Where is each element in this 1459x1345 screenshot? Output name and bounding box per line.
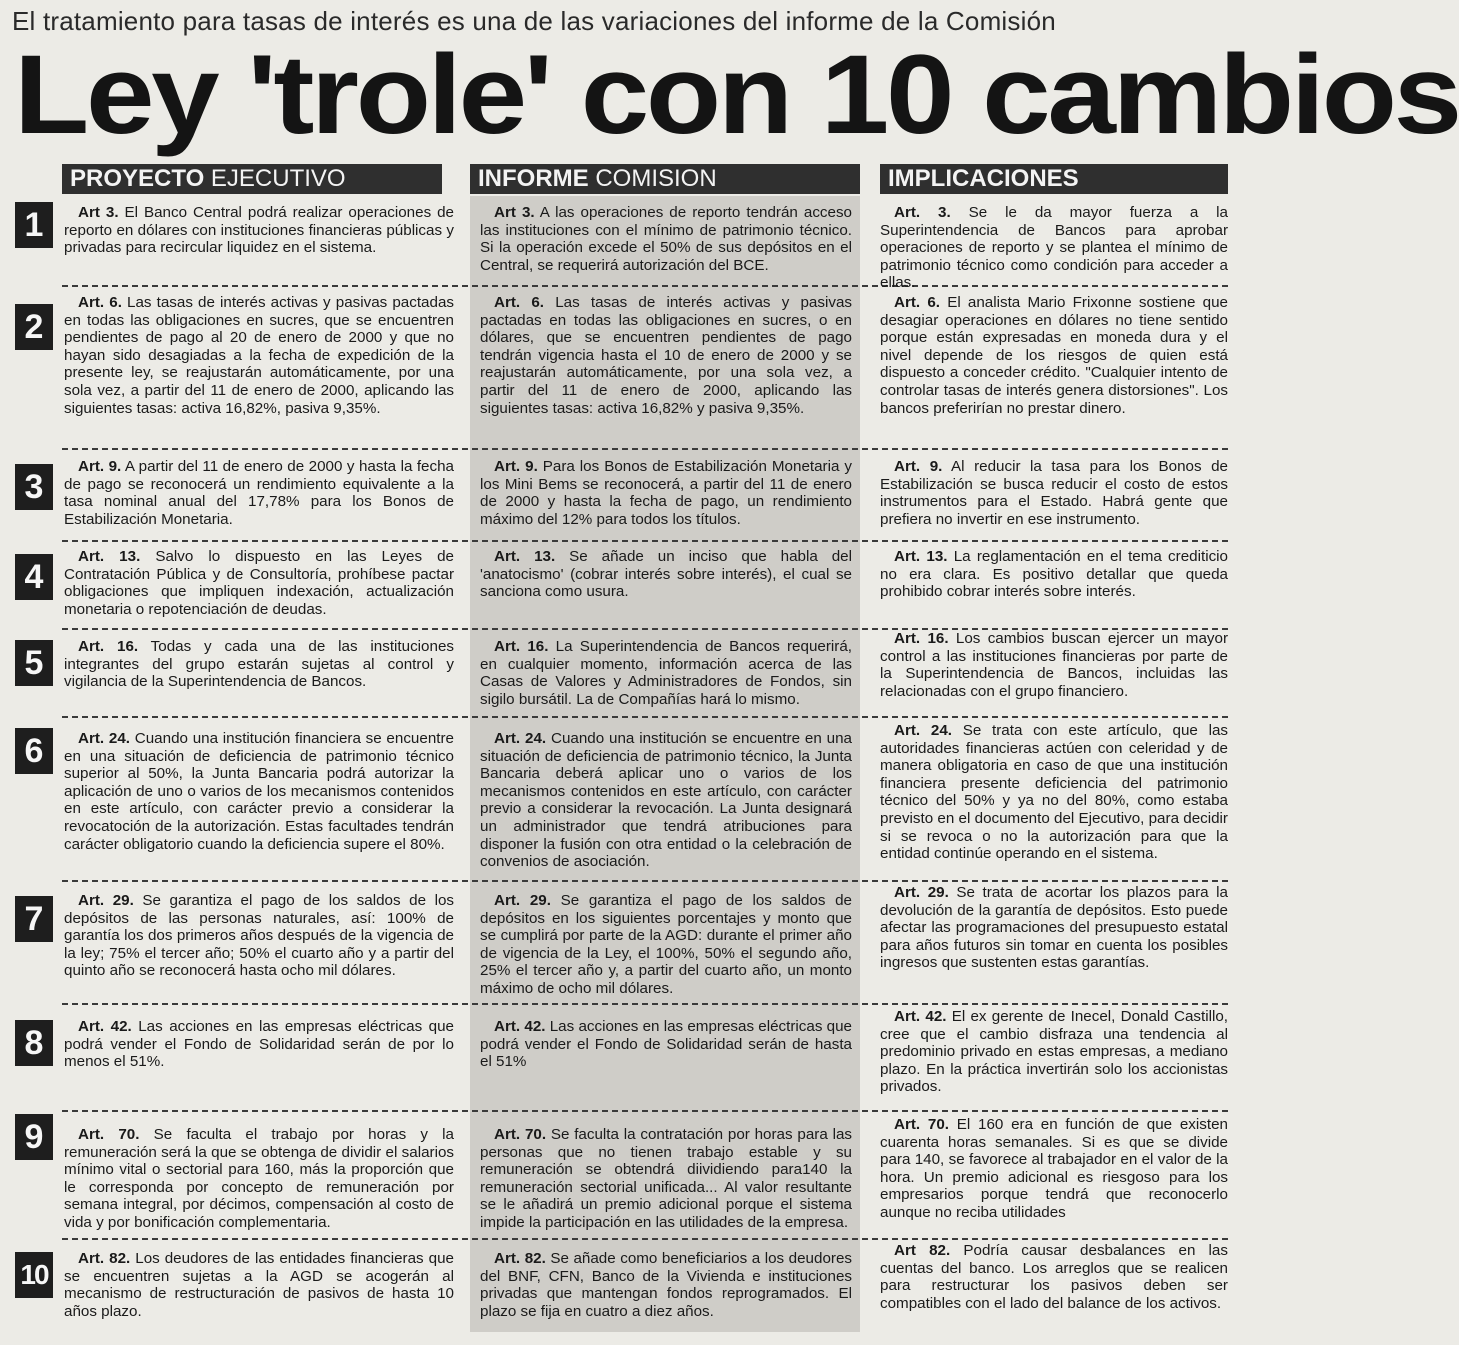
implicaciones-cell — [880, 884, 1228, 972]
article-text: Se trata con este artículo, que las autoridades financieras actúen con celeridad y de manera obligatoria en caso de que una institución financiera presente deficiencia del patrimonio técnico del 50% y ya no del 80%, como estaba previsto en el documento del Ejecutivo, para decidir si se revoca o no la autorización para que la entidad continúe operando en el sistema. — [880, 722, 1228, 863]
article-text: El Banco Central podrá realizar operaciones de reporto en dólares con instituciones financieras públicas y privadas para recircular liquidez en el sistema. — [64, 204, 455, 257]
change-number: 8 — [15, 1020, 53, 1066]
article-text: La Superintendencia de Bancos requerirá, en cualquier momento, información acerca de las Casas de Valores y Administradores de Fondos, sin sigilo bursátil. La de Compañías hará lo mismo. — [480, 638, 852, 708]
change-number: 9 — [15, 1114, 53, 1160]
proyecto-cell — [64, 458, 454, 528]
row-divider — [62, 448, 1228, 450]
article-label: Art. 42. — [494, 1018, 546, 1035]
article-text: El 160 era en función de que existen cuarenta horas semanales. Si es que se divide para 140, se favorece al trabajador en el valor de la hora. Un premio adicional es riesgoso para los empresarios porque tendrá que reconocerlo aunque no reciba utilidades — [880, 1116, 1228, 1221]
article-label: Art. 16. — [78, 638, 139, 655]
proyecto-cell — [64, 204, 454, 257]
article-text: Se garantiza el pago de los saldos de depósitos en los siguientes porcentajes y monto que se cumplirá por parte de la AGD: durante el primer año de vigencia de la Ley, el 100%, 50% el segundo año, 25% el tercer año y, a partir del cuarto año, un monto máximo de ocho mil dólares. — [480, 892, 852, 997]
article-label: Art. 42. — [894, 1008, 947, 1025]
article-text: Se trata de acortar los plazos para la devolución de la garantía de depósitos. Esto puede afectar las programaciones del presupuesto estatal para años futuros sin tomar en cuenta los posibles ingresos que sustenten estas garantías. — [880, 884, 1228, 972]
informe-cell — [480, 638, 852, 708]
article-text: Todas y cada una de las instituciones integrantes del grupo estarán sujetas al control y vigilancia de la Superintendencia de Bancos. — [64, 638, 454, 691]
change-number: 6 — [15, 728, 53, 774]
article-text: Los deudores de las entidades financieras que se encuentren sujetas a la AGD se acogerán al mecanismo de restructuración de pasivos de hasta 10 años plazo. — [64, 1250, 454, 1320]
article-text: Los cambios buscan ejercer un mayor control a las instituciones financieras por parte de la Superintendencia de Bancos, incluidas las relacionadas con el grupo financiero. — [880, 630, 1228, 700]
article-text: Para los Bonos de Estabilización Monetaria y los Mini Bems se reconocerá, a partir del 11 de enero de 2000 y hasta la fecha de pago, un rendimiento máximo del 12% para todos los títulos. — [480, 458, 852, 528]
change-number: 4 — [15, 554, 53, 600]
subtitle: El tratamiento para tasas de interés es una de las variaciones del informe de la Comisión — [12, 6, 1056, 36]
article-label: Art. 6. — [78, 294, 122, 311]
article-label: Art. 29. — [494, 892, 551, 909]
change-number: 3 — [15, 464, 53, 510]
change-number: 10 — [15, 1252, 53, 1298]
informe-cell — [480, 730, 852, 871]
article-label: Art 3. — [494, 204, 535, 221]
change-number: 2 — [15, 304, 53, 350]
proyecto-cell — [64, 548, 454, 618]
article-text: El analista Mario Frixonne sostiene que desagiar operaciones en dólares no tiene sentido porque están expresadas en moneda dura y el nivel depende de los riesgos de quien está dispuesto a conceder crédito. "Cualquier intento de controlar tasas de interés genera distorsiones". Los bancos preferirían no prestar dinero. — [880, 294, 1228, 417]
article-text: La reglamentación en el tema crediticio no era clara. Es positivo detallar que queda prohibido cobrar interés sobre interés. — [880, 548, 1228, 601]
article-label: Art. 9. — [494, 458, 538, 475]
change-number: 7 — [15, 896, 53, 942]
column-header-bold: IMPLICACIONES — [888, 165, 1079, 192]
column-header-bold: INFORME — [478, 165, 589, 192]
informe-cell — [480, 1126, 852, 1232]
column-header-informe — [470, 164, 860, 194]
article-label: Art. 6. — [894, 294, 941, 311]
implicaciones-cell — [880, 1008, 1228, 1096]
proyecto-cell — [64, 1126, 454, 1232]
implicaciones-cell — [880, 1116, 1228, 1222]
proyecto-cell — [64, 1250, 454, 1320]
article-text: Las acciones en las empresas eléctricas que podrá vender el Fondo de Solidaridad serán de hasta el 51% — [480, 1018, 852, 1071]
article-label: Art. 70. — [894, 1116, 950, 1133]
article-text: Las acciones en las empresas eléctricas que podrá vender el Fondo de Solidaridad serán de por lo menos el 51%. — [64, 1018, 454, 1071]
informe-cell — [480, 294, 852, 417]
implicaciones-cell — [880, 458, 1228, 528]
article-label: Art 3. — [78, 204, 119, 221]
article-label: Art. 24. — [894, 722, 952, 739]
column-header-thin: COMISION — [588, 165, 717, 192]
article-text: Las tasas de interés activas y pasivas pactadas en todas las obligaciones en sucres, que se encuentren pendientes de pago al 20 de enero de 2000 y que no hayan sido desagiadas a la fecha de expedición de la presente ley, se reajustarán automáticamente, por una sola vez, a partir del 11 de enero de 2000, aplicando las siguientes tasas: activa 16,82%, pasiva 9,35%. — [64, 294, 454, 417]
row-divider — [62, 1003, 1228, 1005]
column-header-proyecto — [62, 164, 442, 194]
article-label: Art. 82. — [494, 1250, 546, 1267]
article-label: Art. 9. — [894, 458, 943, 475]
column-header-implicaciones — [880, 164, 1228, 194]
informe-cell — [480, 204, 852, 274]
implicaciones-cell — [880, 548, 1228, 601]
article-label: Art. 13. — [494, 548, 556, 565]
column-header-bold: PROYECTO — [70, 165, 205, 192]
article-label: Art 82. — [894, 1242, 951, 1259]
article-label: Art. 42. — [78, 1018, 132, 1035]
article-label: Art. 16. — [894, 630, 949, 647]
article-label: Art. 24. — [494, 730, 547, 747]
proyecto-cell — [64, 892, 454, 980]
article-text: Se añade un inciso que habla del 'anatocismo' (cobrar interés sobre interés), el cual se sanciona como usura. — [480, 548, 852, 601]
article-label: Art. 3. — [894, 204, 951, 221]
row-divider — [62, 540, 1228, 542]
article-label: Art. 13. — [894, 548, 948, 565]
article-label: Art. 13. — [78, 548, 141, 565]
row-divider — [62, 880, 1228, 882]
headline: Ley 'trole' con 10 cambios — [14, 32, 1459, 157]
row-divider — [62, 716, 1228, 718]
article-text: Las tasas de interés activas y pasivas pactadas en todas las obligaciones en sucres, o en dólares, que se encuentren pendientes de pago tendrán vigencia hasta el 10 de enero de 2000 y se reajustarán automáticamente, por una sola vez, a partir del 11 de enero de 2000, aplicando las siguientes tasas: activa 16,82% y pasiva 9,35%. — [480, 294, 852, 417]
informe-cell — [480, 548, 852, 601]
article-label: Art. 29. — [894, 884, 949, 901]
informe-cell — [480, 1250, 852, 1320]
change-number: 5 — [15, 640, 53, 686]
article-text: Cuando una institución se encuentre en una situación de deficiencia de patrimonio técnico, la Junta Bancaria deberá aplicar uno o varios de los mecanismos contenidos en este artículo, con carácter previo a considerar la revocación. La Junta designará un administrador que tendrá atribuciones para disponer la fusión con otra entidad o la celebración de convenios de asociación. — [480, 730, 852, 871]
informe-cell — [480, 892, 852, 998]
article-text: Salvo lo dispuesto en las Leyes de Contratación Pública y de Consultoría, prohíbese pactar obligaciones que impliquen indexación, actualización monetaria o repotenciación de deudas. — [64, 548, 454, 618]
proyecto-cell — [64, 730, 454, 853]
article-label: Art. 29. — [78, 892, 134, 909]
article-label: Art. 70. — [494, 1126, 547, 1143]
article-label: Art. 9. — [78, 458, 122, 475]
column-header-thin: EJECUTIVO — [204, 165, 346, 192]
row-divider — [62, 1238, 1228, 1240]
article-text: Podría causar desbalances en las cuentas del banco. Los arreglos que se realicen para restructurar los pasivos deben ser compatibles con el lado del balance de los activos. — [880, 1242, 1228, 1312]
article-label: Art. 6. — [494, 294, 545, 311]
informe-cell — [480, 1018, 852, 1071]
article-label: Art. 24. — [78, 730, 131, 747]
informe-cell — [480, 458, 852, 528]
change-number: 1 — [15, 202, 53, 248]
implicaciones-cell — [880, 722, 1228, 863]
proyecto-cell — [64, 294, 454, 417]
implicaciones-cell — [880, 204, 1228, 292]
article-label: Art. 16. — [494, 638, 549, 655]
article-text: Se faculta la contratación por horas para las personas que no tienen trabajo estable y su remuneración se obtendrá diividiendo para140 la remuneración sectorial unificada... Al valor resultante se le añadirá un premio adicional porque el sistema impide la participación en las utilidades de la empresa. — [480, 1126, 852, 1231]
implicaciones-cell — [880, 630, 1228, 700]
proyecto-cell — [64, 1018, 454, 1071]
article-text: A las operaciones de reporto tendrán acceso las instituciones con el mínimo de patrimonio técnico. Si la operación excede el 50% de sus depósitos en el Central, se requerirá autorización del BCE. — [480, 204, 852, 274]
proyecto-cell — [64, 638, 454, 691]
article-text: Se garantiza el pago de los saldos de los depósitos de las personas naturales, así: 100% de garantía los dos primeros años después de la vigencia de la ley; 75% el tercer año; 50% el cuarto año y a partir del quinto año se reconocerá hasta ocho mil dólares. — [64, 892, 454, 980]
article-label: Art. 82. — [78, 1250, 131, 1267]
article-text: Al reducir la tasa para los Bonos de Estabilización se busca reducir el costo de estos instrumentos para el Estado. Habrá gente que prefiera no invertir en ese instrumento. — [880, 458, 1228, 528]
implicaciones-cell — [880, 294, 1228, 417]
article-text: Se faculta el trabajo por horas y la remuneración será la que se obtenga de dividir el salarios mínimo vital o sectorial para 160, más la proporción que le corresponda por concepto de remuneración por semana integral, por décimos, compensación al costo de vida y por bonificación complementaria. — [64, 1126, 454, 1231]
article-text: Se añade como beneficiarios a los deudores del BNF, CFN, Banco de la Vivienda e instituciones privadas que mantengan fondos reprogramados. El plazo se fija en cuatro a diez años. — [480, 1250, 852, 1320]
article-label: Art. 70. — [78, 1126, 140, 1143]
implicaciones-cell — [880, 1242, 1228, 1312]
article-text: Se le da mayor fuerza a la Superintendencia de Bancos para aprobar operaciones de reporto y se plantea el mínimo de patrimonio técnico como condición para acceder a ellas. — [880, 204, 1228, 292]
article-text: A partir del 11 de enero de 2000 y hasta la fecha de pago se reconocerá un rendimiento equivalente a la tasa nominal anual del 17,78% para los Bonos de Estabilización Monetaria. — [64, 458, 454, 528]
article-text: Cuando una institución financiera se encuentre en una situación de deficiencia de patrimonio técnico superior al 50%, la Junta Bancaria podrá autorizar la aplicación de uno o varios de los mecanismos contenidos en este artículo, con carácter previo a considerar la revocatoción de la autorización. Estas facultades tendrán carácter obligatorio cuando la deficiencia supere el 80%. — [64, 730, 454, 853]
article-text: El ex gerente de Inecel, Donald Castillo, cree que el cambio disfraza una tendencia al predominio privado en estas empresas, a mediano plazo. En la práctica invertirán solo los accionistas privados. — [880, 1008, 1228, 1096]
row-divider — [62, 1110, 1228, 1112]
